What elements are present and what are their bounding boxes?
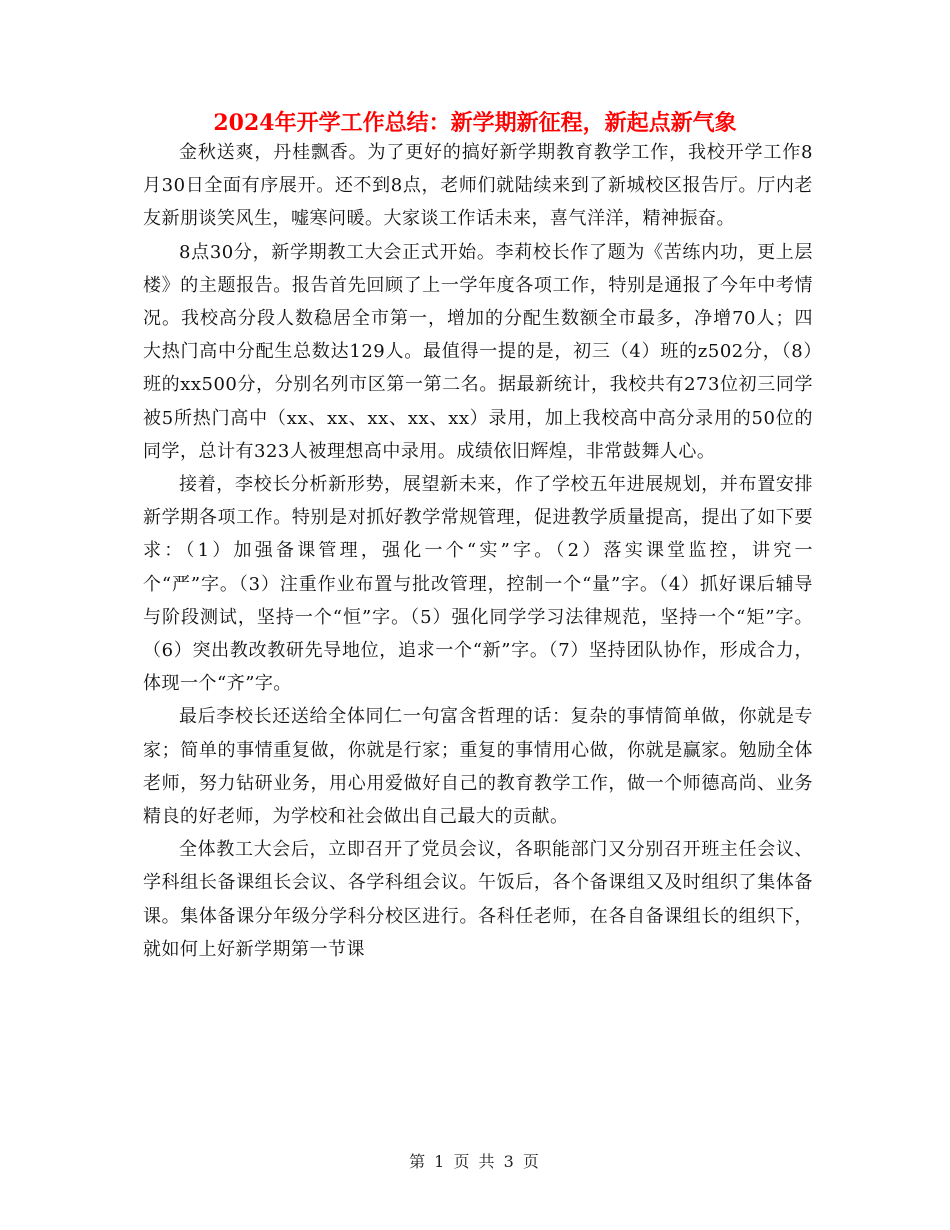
paragraph-requirements: 接着，李校长分析新形势，展望新未来，作了学校五年进展规划，并布置安排新学期各项工作。特别是对抓好教学常规管理，促进教学质量提高，提出了如下要求：（1）加强备课管理，强化一个“实”字。（2）落实课堂监控，讲究一个“严”字。（3）注重作业布置与批改管理，控制一个“量”字。（4）抓好课后辅导与阶段测试，坚持一个“恒”字。（5）强化同学学习法律规范，坚持一个“矩”字。（6）突出教改教研先导地位，追求一个“新”字。（7）坚持团队协作，形成合力，体现一个“齐”字。 xyxy=(143,474,813,695)
paragraph-closing-words: 最后李校长还送给全体同仁一句富含哲理的话：复杂的事情简单做，你就是专家；简单的事情重复做，你就是行家；重复的事情用心做，你就是赢家。勉励全体老师，努力钻研业务，用心用爱做好自己的教育教学工作，做一个师德高尚、业务精良的好老师，为学校和社会做出自己最大的贡献。 xyxy=(143,706,813,828)
paragraph-meeting-report: 8点30分，新学期教工大会正式开始。李莉校长作了题为《苦练内功，更上层楼》的主题报告。报告首先回顾了上一学年度各项工作，特别是通报了今年中考情况。我校高分段人数稳居全市第一，增加的分配生数额全市最多，净增70人；四大热门高中分配生总数达129人。最值得一提的是，初三（4）班的z502分，（8）班的xx500分，分别名列市区第一第二名。据最新统计，我校共有273位初三同学被5所热门高中（xx、xx、xx、xx、xx）录用，加上我校高中高分录用的50位的同学，总计有323人被理想高中录用。成绩依旧辉煌，非常鼓舞人心。 xyxy=(143,241,813,462)
document-title: 2024年开学工作总结：新学期新征程，新起点新气象 xyxy=(213,110,737,136)
paragraph-opening: 金秋送爽，丹桂飘香。为了更好的搞好新学期教育教学工作，我校开学工作8月30日全面有序展开。还不到8点，老师们就陆续来到了新城校区报告厅。厅内老友新朋谈笑风生，嘘寒问暖。大家谈工作话未来，喜气洋洋，精神振奋。 xyxy=(143,142,813,230)
page-number-footer: 第 1 页 共 3 页 xyxy=(409,1152,541,1171)
paragraph-follow-up-meetings: 全体教工大会后，立即召开了党员会议，各职能部门又分别召开班主任会议、学科组长备课组长会议、各学科组会议。午饭后，各个备课组又及时组织了集体备课。集体备课分年级分学科分校区进行。各科任老师，在各自备课组长的组织下，就如何上好新学期第一节课 xyxy=(143,839,813,960)
document-body xyxy=(143,136,813,966)
